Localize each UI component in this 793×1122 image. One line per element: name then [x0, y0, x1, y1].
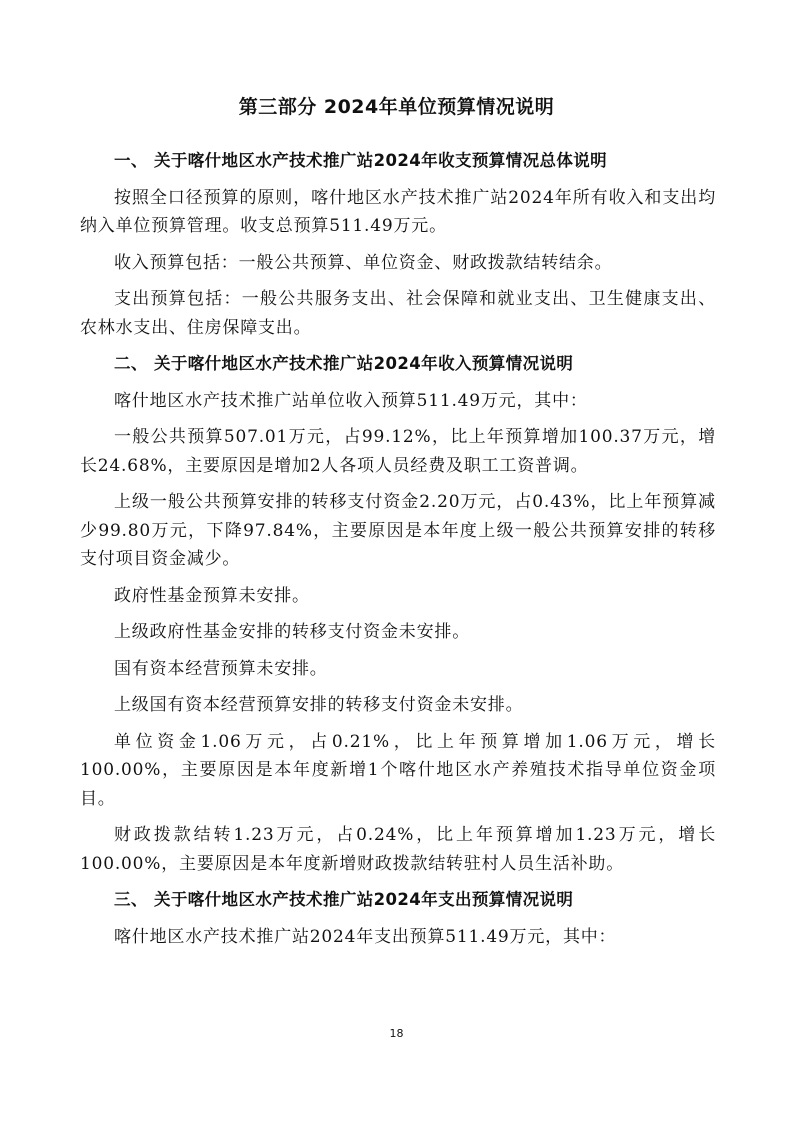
paragraph: 按照全口径预算的原则，喀什地区水产技术推广站2024年所有收入和支出均纳入单位预算管理。收支总预算511.49万元。	[80, 187, 716, 236]
page-number: 18	[389, 1027, 404, 1040]
paragraph: 上级政府性基金安排的转移支付资金未安排。	[114, 622, 470, 642]
section-heading-1: 一、 关于喀什地区水产技术推广站2024年收支预算情况总体说明	[114, 151, 608, 170]
paragraph: 国有资本经营预算未安排。	[114, 658, 328, 679]
paragraph: 喀什地区水产技术推广站单位收入预算511.49万元，其中：	[114, 390, 588, 411]
document-body	[80, 147, 716, 959]
paragraph: 一般公共预算507.01万元，占99.12%，比上年预算增加100.37万元，增长24.68%，主要原因是增加2人各项人员经费及职工工资普调。	[80, 427, 716, 476]
paragraph: 上级一般公共预算安排的转移支付资金2.20万元，占0.43%，比上年预算减少99.80万元，下降97.84%，主要原因是本年度上级一般公共预算安排的转移支付项目资金减少。	[80, 492, 716, 569]
paragraph: 支出预算包括：一般公共服务支出、社会保障和就业支出、卫生健康支出、农林水支出、住房保障支出。	[80, 289, 716, 338]
paragraph: 单位资金1.06万元，占0.21%，比上年预算增加1.06万元，增长100.00%，主要原因是本年度新增1个喀什地区水产养殖技术指导单位资金项目。	[80, 731, 716, 809]
page-title: 第三部分 2024年单位预算情况说明	[238, 96, 555, 118]
section-heading-3: 三、 关于喀什地区水产技术推广站2024年支出预算情况说明	[114, 890, 574, 909]
paragraph: 收入预算包括：一般公共预算、单位资金、财政拨款结转结余。	[114, 252, 613, 273]
paragraph: 财政拨款结转1.23万元，占0.24%，比上年预算增加1.23万元，增长100.00%，主要原因是本年度新增财政拨款结转驻村人员生活补助。	[80, 825, 716, 874]
section-heading-2: 二、 关于喀什地区水产技术推广站2024年收入预算情况说明	[114, 354, 574, 373]
paragraph: 上级国有资本经营预算安排的转移支付资金未安排。	[114, 695, 524, 715]
paragraph: 政府性基金预算未安排。	[114, 585, 310, 606]
paragraph: 喀什地区水产技术推广站2024年支出预算511.49万元，其中：	[114, 926, 617, 947]
